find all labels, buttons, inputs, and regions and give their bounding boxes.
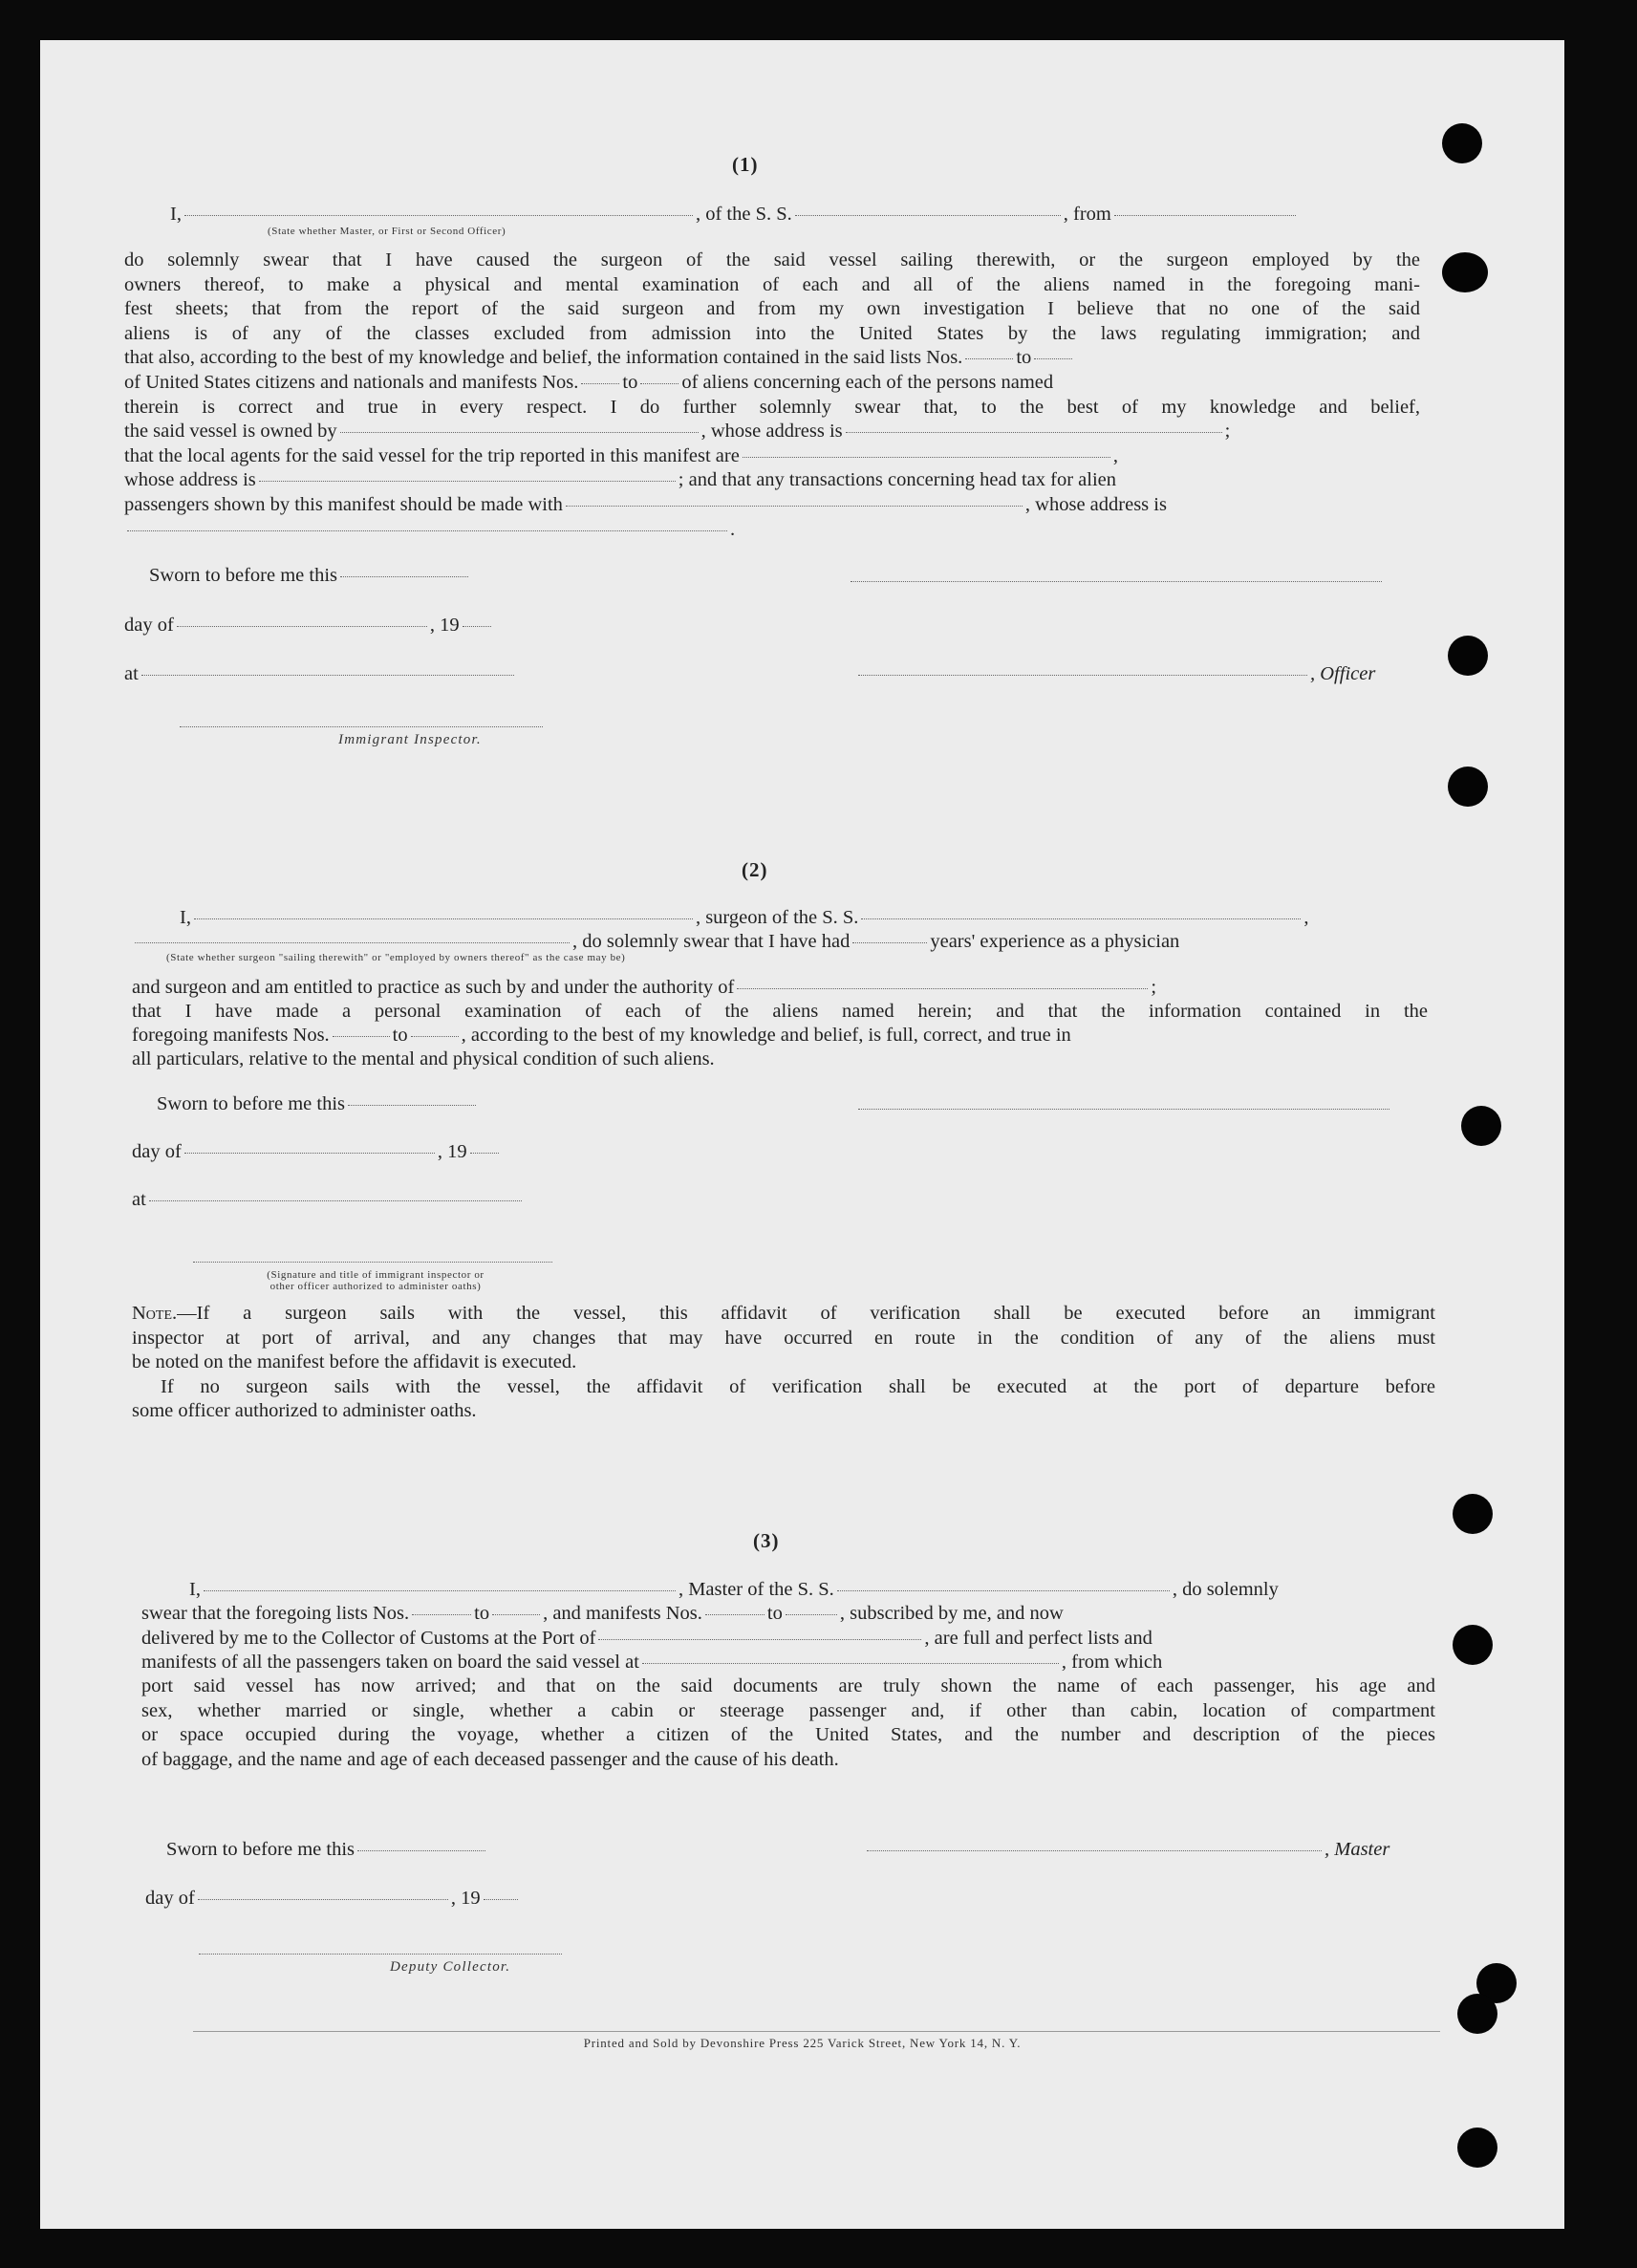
section-2-note: Note.—If a surgeon sails with the vessel, this affidavit of verification shall be executed before an immigrant inspector at port of arrival, and any changes that may have occurred en route in the condition of any of the aliens must be noted on the manifest before the affidavit is executed. If no surgeon sails with the vessel, the affidavit of verification shall be executed at the port of departure before some officer authorized to administer oaths. [132, 1303, 1435, 1422]
section-2-number: (2) [742, 858, 768, 881]
binder-hole [1453, 1494, 1493, 1534]
binder-hole [1457, 2128, 1497, 2168]
section-2-authority-line: and surgeon and am entitled to practice as such by and under the authority of ; [132, 977, 1157, 998]
binder-hole [1442, 252, 1488, 292]
section-2-condition-line: all particulars, relative to the mental and physical condition of such aliens. [132, 1048, 715, 1069]
section-1-agents-line: that the local agents for the said vessel for the trip reported in this manifest are , [124, 445, 1118, 466]
binder-hole [1453, 1625, 1493, 1665]
section-3-passengers-line: manifests of all the passengers taken on board the said vessel at , from which [141, 1652, 1163, 1673]
deputy-collector-caption: Deputy Collector. [390, 1959, 511, 1975]
section-3-master-signature-line: , Master [864, 1838, 1389, 1863]
surgeon-caption: (State whether surgeon "sailing therewith" or "employed by owners thereof" as the case may be) [166, 952, 626, 963]
binder-hole [1448, 636, 1488, 676]
section-1-officer-line: , Officer [855, 662, 1375, 687]
section-2-inspector-signature-line [193, 1262, 552, 1263]
footer-rule [193, 2031, 1440, 2032]
binder-hole [1461, 1106, 1501, 1146]
section-1-master-signature-line [851, 581, 1382, 582]
section-2-sworn-line: Sworn to before me this [157, 1092, 479, 1117]
section-2-at-line: at [132, 1188, 525, 1213]
section-1-owner-line: the said vessel is owned by , whose address is ; [124, 421, 1231, 442]
inspector-signature-line [180, 726, 543, 727]
section-1-agents-address-line: whose address is ; and that any transactions concerning head tax for alien [124, 469, 1117, 490]
section-2-day-line: day of , 19 [132, 1140, 502, 1165]
section-1-manifests-line: of United States citizens and nationals and manifests Nos. to of aliens concerning each of the persons named [124, 372, 1054, 393]
section-2-experience-line: , do solemnly swear that I have had years' experience as a physician [132, 930, 1179, 955]
section-2-manifests-line: foregoing manifests Nos. to , according to the best of my knowledge and belief, is full, correct, and true in [132, 1025, 1071, 1046]
rank-caption: (State whether Master, or First or Second Officer) [268, 226, 506, 237]
section-1-sworn-line: Sworn to before me this [149, 564, 471, 589]
binder-hole [1448, 767, 1488, 807]
section-2-examination-line: that I have made a personal examination of each of the aliens named herein; and that the information contained in the [132, 1001, 1428, 1022]
section-2-signature-caption: (Signature and title of immigrant inspector or other officer authorized to administer oaths) [267, 1269, 485, 1292]
section-3-collector-line: delivered by me to the Collector of Customs at the Port of , are full and perfect lists and [141, 1628, 1152, 1649]
section-1-day-line: day of , 19 [124, 614, 494, 638]
printer-imprint: Printed and Sold by Devonshire Press 225 Varick Street, New York 14, N. Y. [583, 2036, 1022, 2050]
collector-signature-line [199, 1954, 562, 1955]
section-3-master-line: I, , Master of the S. S. , do solemnly [189, 1579, 1279, 1600]
section-3-sworn-line: Sworn to before me this [166, 1838, 488, 1863]
section-1-opening-line: I, , of the S. S. , from [170, 203, 1299, 227]
section-1-number: (1) [732, 153, 759, 176]
section-1-at-line: at [124, 662, 517, 687]
section-3-oath-text: port said vessel has now arrived; and that on the said documents are truly shown the name of each passenger, his age and sex, whether married or single, whether a cabin or steerage passenger and, if other than cabin, location of compartment or space occupied during the voyage, whether a citizen of the United States, and the number and description of the pieces of baggage, and the name and age of each deceased passenger and the cause of his death. [141, 1675, 1435, 1770]
section-2-surgeon-signature-line [858, 1109, 1389, 1110]
binder-hole [1457, 1994, 1497, 2034]
section-3-day-line: day of , 19 [145, 1887, 521, 1912]
form-page [40, 40, 1564, 2229]
section-1-oath-text: do solemnly swear that I have caused the surgeon of the said vessel sailing therewith, or the surgeon employed by the owners thereof, to make a physical and mental examination of each and all of the aliens named in the foregoing mani- fest sheets; that from the report of the said surgeon and from my own investigation I believe that no one of the said aliens is of any of the classes excluded from admission into the United States by the laws regulating immigration; and [124, 249, 1420, 344]
section-3-lists-line: swear that the foregoing lists Nos. to , and manifests Nos. to , subscribed by me, and now [141, 1603, 1064, 1624]
section-1-lists-line: that also, according to the best of my knowledge and belief, the information contained in the said lists Nos. to [124, 346, 1075, 371]
section-1-address-line: . [124, 518, 735, 543]
section-2-surgeon-line: I, , surgeon of the S. S. , [180, 907, 1309, 928]
section-3-number: (3) [753, 1529, 780, 1552]
binder-hole [1442, 123, 1482, 163]
section-1-true-line: therein is correct and true in every respect. I do further solemnly swear that, to the best of my knowledge and belief, [124, 397, 1420, 418]
section-1-head-tax-line: passengers shown by this manifest should be made with , whose address is [124, 494, 1167, 515]
immigrant-inspector-caption: Immigrant Inspector. [338, 732, 482, 747]
